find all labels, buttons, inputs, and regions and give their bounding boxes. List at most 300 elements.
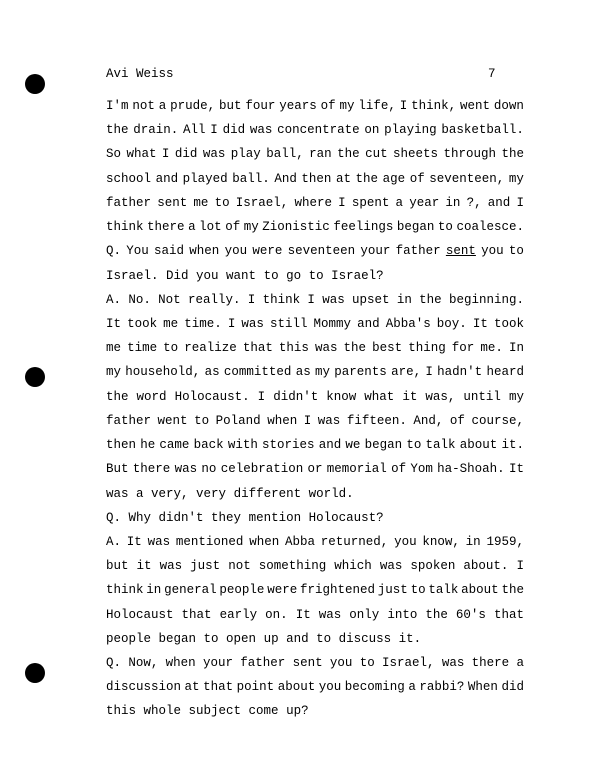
word: think — [106, 220, 144, 235]
word: time. — [184, 316, 222, 331]
word: think — [106, 583, 144, 598]
word: drain. — [133, 123, 179, 138]
word: not — [228, 559, 251, 574]
word: when — [249, 534, 280, 549]
word: was — [317, 413, 341, 428]
word: mention — [248, 510, 309, 525]
word: that — [493, 607, 524, 622]
word: was — [379, 559, 403, 574]
word: hadn't — [437, 365, 483, 380]
word: Holocaust? — [308, 510, 384, 525]
word: a — [516, 656, 524, 671]
transcript-line — [106, 191, 524, 215]
word: Israel. — [106, 268, 167, 283]
word: Not — [158, 292, 181, 307]
word: up — [263, 631, 287, 646]
word: just — [190, 559, 221, 574]
word: concentrate — [277, 123, 360, 138]
word: it — [136, 559, 152, 574]
word: Why — [128, 510, 159, 525]
transcript-line — [106, 482, 524, 506]
word: I — [399, 99, 408, 113]
word: to — [316, 631, 339, 646]
word: was — [241, 316, 264, 331]
word: my — [314, 365, 330, 380]
word: with — [227, 438, 258, 453]
word: began — [364, 438, 403, 453]
word: I — [161, 147, 170, 162]
word: were — [252, 244, 283, 259]
word: it. — [398, 631, 422, 646]
word: you — [481, 244, 504, 259]
word: didn't — [158, 510, 212, 525]
punch-hole — [25, 74, 45, 94]
word: ?, — [466, 195, 482, 210]
word: ball, — [266, 147, 304, 162]
transcript-line — [106, 385, 524, 409]
transcript-line — [106, 288, 524, 312]
word: of — [449, 413, 465, 428]
word: me — [106, 341, 122, 356]
word: to — [263, 268, 287, 283]
word: and — [286, 631, 317, 646]
word: that — [242, 341, 273, 356]
word: time — [127, 341, 158, 356]
word: you — [394, 534, 417, 549]
word: school — [106, 171, 152, 186]
word: sent — [157, 195, 188, 210]
word: a — [408, 680, 416, 695]
word: my — [243, 220, 259, 235]
word: beginning. — [448, 292, 524, 307]
word: When — [467, 680, 498, 695]
word: of — [391, 462, 407, 477]
word: know, — [422, 534, 460, 549]
transcript-line — [106, 215, 524, 239]
word: took — [127, 316, 158, 331]
word: But — [106, 462, 129, 477]
word: the — [419, 292, 442, 307]
word: I — [425, 365, 433, 380]
word: Q. — [106, 656, 122, 671]
word: Poland — [215, 413, 261, 428]
word: go — [286, 268, 309, 283]
word: Q. — [106, 510, 129, 525]
transcript-line — [106, 312, 524, 336]
word: All — [183, 123, 206, 138]
word: frightened — [299, 583, 375, 598]
word: back — [193, 438, 224, 453]
word: Now, — [128, 656, 159, 671]
word: sent — [292, 656, 323, 671]
word: spent — [351, 195, 390, 210]
word: just — [377, 583, 408, 598]
word: at — [184, 680, 200, 695]
word: Zionistic — [262, 220, 330, 235]
word: not — [132, 99, 155, 113]
word: my — [339, 99, 355, 113]
word: I — [307, 292, 315, 307]
word: It — [106, 316, 122, 331]
word: 1959, — [486, 534, 524, 549]
word: seventeen, — [429, 171, 505, 186]
word: open — [226, 631, 264, 646]
word: was — [314, 341, 338, 356]
word: sheets — [393, 147, 439, 162]
word: years — [279, 99, 317, 113]
word: And, — [413, 413, 444, 428]
transcript-line — [106, 118, 524, 142]
word: parents — [334, 365, 387, 380]
transcript-line — [106, 142, 524, 166]
word: I — [210, 123, 218, 138]
word: No. — [128, 292, 151, 307]
word: only — [349, 607, 380, 622]
word: on. — [265, 607, 288, 622]
word: to — [308, 268, 332, 283]
word: your — [360, 244, 391, 259]
word: play — [230, 147, 261, 162]
word: the — [425, 607, 448, 622]
word: Holocaust — [106, 607, 174, 622]
word: ha-Shoah. — [437, 462, 505, 477]
word: you — [318, 680, 342, 695]
word: father — [106, 413, 152, 428]
word: people — [106, 631, 159, 646]
word: at — [335, 171, 351, 186]
transcript-line — [106, 603, 524, 627]
word: or — [307, 462, 323, 477]
word: that — [181, 607, 212, 622]
word: general — [164, 583, 217, 598]
transcript-line — [106, 675, 524, 699]
word: me — [163, 316, 179, 331]
punch-hole — [25, 367, 45, 387]
word: Abba's — [385, 316, 431, 331]
word: for — [451, 341, 475, 356]
word: thing — [408, 341, 446, 356]
word: as — [204, 365, 220, 380]
word: on — [364, 123, 380, 138]
word: father — [106, 195, 152, 210]
word: was — [174, 462, 198, 477]
transcript-line — [106, 264, 524, 288]
word: four — [245, 99, 276, 113]
word: I'm — [106, 99, 129, 113]
transcript-line — [106, 167, 524, 191]
word: what — [364, 389, 395, 404]
word: It — [508, 462, 524, 477]
word: Yom — [410, 462, 433, 477]
word: and — [357, 316, 380, 331]
word: to — [359, 656, 375, 671]
word: and — [318, 438, 342, 453]
word: playing — [384, 123, 437, 138]
word: memorial — [326, 462, 387, 477]
word: think — [262, 292, 301, 307]
word: a — [188, 220, 196, 235]
word: were — [267, 583, 298, 598]
word: people — [219, 583, 265, 598]
word: your — [202, 656, 233, 671]
word: Q. — [106, 244, 122, 259]
word: of — [409, 171, 425, 186]
word: up? — [286, 704, 309, 719]
word: different — [233, 486, 309, 501]
word: a — [395, 195, 404, 210]
word: to — [203, 631, 227, 646]
word: fifteen. — [346, 413, 407, 428]
word: the — [106, 123, 129, 138]
word: to — [437, 220, 453, 235]
word: I — [247, 292, 256, 307]
word: spoken — [410, 559, 456, 574]
word: Abba — [284, 534, 315, 549]
word: but — [106, 559, 129, 574]
word: seventeen — [287, 244, 356, 259]
transcript-line — [106, 506, 524, 530]
word: committed — [223, 365, 292, 380]
word: to — [406, 438, 422, 453]
word: upset — [352, 292, 390, 307]
word: to — [163, 341, 179, 356]
word: I — [257, 389, 266, 404]
word: point — [236, 680, 275, 695]
word: So — [106, 147, 122, 162]
word: the — [501, 147, 524, 162]
word: then — [301, 171, 332, 186]
word: a — [136, 486, 152, 501]
word: world. — [308, 486, 354, 501]
word: this — [278, 341, 309, 356]
word: Did — [166, 268, 197, 283]
word: which — [334, 559, 372, 574]
word: my — [106, 365, 122, 380]
word: it — [402, 389, 418, 404]
word: did — [174, 147, 198, 162]
transcript-line — [106, 94, 524, 118]
word: in — [146, 583, 162, 598]
transcript-line — [106, 457, 524, 481]
word: come — [248, 704, 287, 719]
word: played — [182, 171, 228, 186]
word: was — [106, 486, 137, 501]
word: there — [471, 656, 510, 671]
word: we — [345, 438, 361, 453]
word: down — [493, 99, 524, 113]
word: of — [320, 99, 336, 113]
word: was — [202, 147, 226, 162]
word: was — [159, 559, 183, 574]
word: the — [343, 341, 367, 356]
word: heard — [486, 365, 524, 380]
word: prude, — [170, 99, 216, 113]
word: didn't — [273, 389, 319, 404]
word: best — [372, 341, 403, 356]
word: they — [211, 510, 249, 525]
word: in — [396, 292, 412, 307]
word: then — [106, 438, 137, 453]
transcript-line — [106, 336, 524, 360]
word: household, — [125, 365, 201, 380]
word: as — [295, 365, 311, 380]
word: to — [214, 195, 230, 210]
word: said — [154, 244, 185, 259]
word: Holocaust. — [174, 389, 250, 404]
word: stories — [262, 438, 315, 453]
word: ran — [309, 147, 332, 162]
word: basketball. — [441, 123, 524, 138]
word: he — [140, 438, 156, 453]
word: You — [126, 244, 149, 259]
word: talk — [425, 438, 456, 453]
word: very — [196, 486, 234, 501]
word: when — [189, 244, 220, 259]
word: no — [201, 462, 217, 477]
word: this — [106, 704, 144, 719]
word: and — [487, 195, 511, 210]
word: in — [465, 534, 481, 549]
word: into — [387, 607, 418, 622]
word: a — [158, 99, 167, 113]
word: took — [493, 316, 524, 331]
word: ball. — [232, 171, 270, 186]
word: boy. — [436, 316, 467, 331]
word: subject — [188, 704, 249, 719]
word: about — [459, 438, 498, 453]
word: celebration — [220, 462, 304, 477]
word: year — [409, 195, 440, 210]
word: discuss — [338, 631, 399, 646]
word: I — [338, 195, 346, 210]
word: Israel, — [382, 656, 435, 671]
word: A. — [106, 292, 122, 307]
transcript-line — [106, 699, 524, 723]
word: early — [219, 607, 258, 622]
word: It — [295, 607, 311, 622]
word: father — [240, 656, 286, 671]
word: in — [445, 195, 461, 210]
word: sent — [445, 244, 476, 259]
word: realize — [184, 341, 237, 356]
word: was — [322, 292, 345, 307]
word: are, — [391, 365, 422, 380]
word: but — [219, 99, 242, 113]
word: I — [227, 316, 236, 331]
word: about — [461, 583, 499, 598]
word: began — [396, 220, 435, 235]
word: about — [277, 680, 316, 695]
word: was — [441, 656, 465, 671]
word: my — [508, 389, 524, 404]
word: me. — [480, 341, 503, 356]
word: the — [501, 583, 524, 598]
word: when — [267, 413, 298, 428]
word: the — [337, 147, 360, 162]
word: 60's — [455, 607, 486, 622]
word: was — [147, 534, 171, 549]
word: It — [472, 316, 488, 331]
word: there — [147, 220, 185, 235]
word: know — [326, 389, 357, 404]
word: I — [516, 195, 524, 210]
word: father — [395, 244, 441, 259]
word: returned, — [320, 534, 389, 549]
word: life, — [358, 99, 396, 113]
page-number: 7 — [488, 67, 496, 81]
word: discussion — [106, 680, 182, 695]
word: And — [274, 171, 297, 186]
word: to — [194, 413, 210, 428]
word: Mommy — [313, 316, 352, 331]
transcript-line — [106, 651, 524, 675]
word: the — [355, 171, 379, 186]
word: want — [226, 268, 264, 283]
word: I — [516, 559, 524, 574]
word: Israel? — [331, 268, 384, 283]
word: came — [159, 438, 190, 453]
word: In — [508, 341, 524, 356]
word: cut — [365, 147, 388, 162]
word: A. — [106, 534, 122, 549]
word: talk — [428, 583, 459, 598]
word: still — [269, 316, 308, 331]
transcript-body — [106, 94, 524, 724]
word: you — [224, 244, 248, 259]
word: age — [382, 171, 406, 186]
word: think, — [411, 99, 457, 113]
word: was — [249, 123, 273, 138]
word: there — [132, 462, 171, 477]
word: coalesce. — [456, 220, 524, 235]
word: went — [157, 413, 188, 428]
transcript-line — [106, 554, 524, 578]
word: whole — [143, 704, 189, 719]
word: lot — [199, 220, 222, 235]
word: it. — [501, 438, 524, 453]
word: that — [203, 680, 234, 695]
word: I — [303, 413, 312, 428]
word: until — [463, 389, 501, 404]
word: me — [193, 195, 209, 210]
transcript-line — [106, 409, 524, 433]
word: you — [196, 268, 227, 283]
word: feelings — [333, 220, 394, 235]
word: through — [443, 147, 496, 162]
word: Israel, — [235, 195, 289, 210]
transcript-line — [106, 578, 524, 602]
word: something — [258, 559, 327, 574]
word: to — [508, 244, 524, 259]
word: was, — [425, 389, 456, 404]
transcript-line — [106, 530, 524, 554]
word: the — [106, 389, 129, 404]
word: word — [136, 389, 167, 404]
word: was — [318, 607, 342, 622]
word: mentioned — [175, 534, 244, 549]
word: began — [158, 631, 204, 646]
word: becoming — [344, 680, 405, 695]
word: went — [460, 99, 491, 113]
word: really. — [187, 292, 241, 307]
word: did — [501, 680, 524, 695]
word: about. — [463, 559, 509, 574]
word: to — [410, 583, 426, 598]
transcript-line — [106, 433, 524, 457]
punch-hole — [25, 663, 45, 683]
interviewee-name: Avi Weiss — [106, 67, 174, 81]
word: what — [126, 147, 157, 162]
